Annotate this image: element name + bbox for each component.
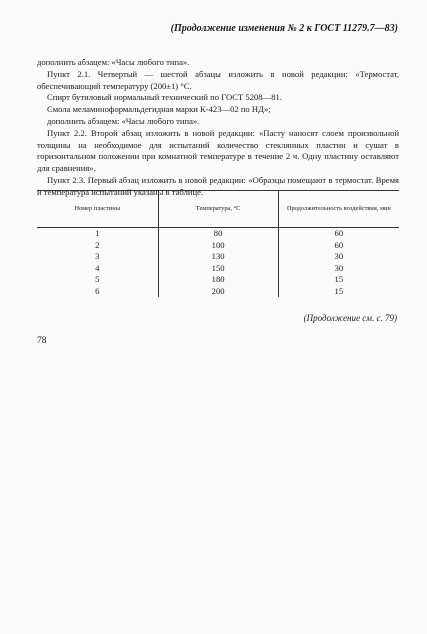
table-cell: 6 [95, 285, 100, 296]
table-row [37, 274, 399, 286]
table-cell: 30 [278, 251, 399, 263]
page-number: 78 [37, 336, 47, 346]
table-cell: 200 [158, 286, 278, 298]
table-header-row [37, 191, 399, 228]
table-row [37, 263, 399, 275]
column-header-duration: Продолжительность воздействия, мин [278, 191, 399, 228]
table-row [37, 228, 399, 240]
paragraph: Пункт 2.2. Второй абзац изложить в новой редакции: «Пасту наносят слоем произвольной толщины на необходимое для испытаний количество стеклянных пластин и сушат в горизонтальном положении при комнатной температуре в течение 2 ч. Одну пластину оставляют для сравнения». [37, 127, 399, 174]
table-cell: 4 [95, 262, 100, 273]
table-cell: 100 [158, 240, 278, 252]
body-text [37, 57, 399, 199]
table-cell: 15 [278, 274, 399, 286]
table-cell: 2 [95, 239, 100, 250]
table-cell: 60 [278, 240, 399, 252]
table-cell: 60 [278, 228, 399, 240]
table-cell: 80 [158, 228, 278, 240]
table-cell: 15 [278, 286, 399, 298]
table-cell: 180 [158, 274, 278, 286]
table-row [37, 251, 399, 263]
paragraph: дополнить абзацем: «Часы любого типа». [47, 115, 200, 126]
paragraph: Смола меламиноформальдегидная марки К-423—02 по НД»; [47, 104, 271, 115]
table-cell: 150 [158, 263, 278, 275]
table-cell: 30 [278, 263, 399, 275]
table-cell: 130 [158, 251, 278, 263]
paragraph: Пункт 2.1. Четвертый — шестой абзацы изложить в новой редакции: «Термостат, обеспечивающий температуру (200±1) °С. [37, 68, 399, 91]
column-header-temperature: Температура, °С [158, 191, 278, 228]
paragraph: Спирт бутиловый нормальный технический по ГОСТ 5208—81. [47, 92, 282, 103]
table-cell: 3 [95, 251, 100, 261]
table-cell: 1 [95, 228, 100, 238]
paragraph: дополнить абзацем: «Часы любого типа». [37, 57, 190, 67]
table-cell: 5 [95, 274, 100, 284]
running-header: (Продолжение изменения № 2 к ГОСТ 11279.7—83) [170, 23, 398, 34]
continuation-note: (Продолжение см. с. 79) [303, 313, 397, 323]
column-header-plate-number: Номер пластины [37, 191, 158, 228]
test-conditions-table [37, 190, 399, 297]
paragraph: Пункт 2.3. Первый абзац изложить в новой редакции: «Образцы помещают в термостат. Время и температура испытаний указаны в таблице. [37, 174, 399, 197]
table-row [37, 240, 399, 252]
table-row [37, 286, 399, 298]
